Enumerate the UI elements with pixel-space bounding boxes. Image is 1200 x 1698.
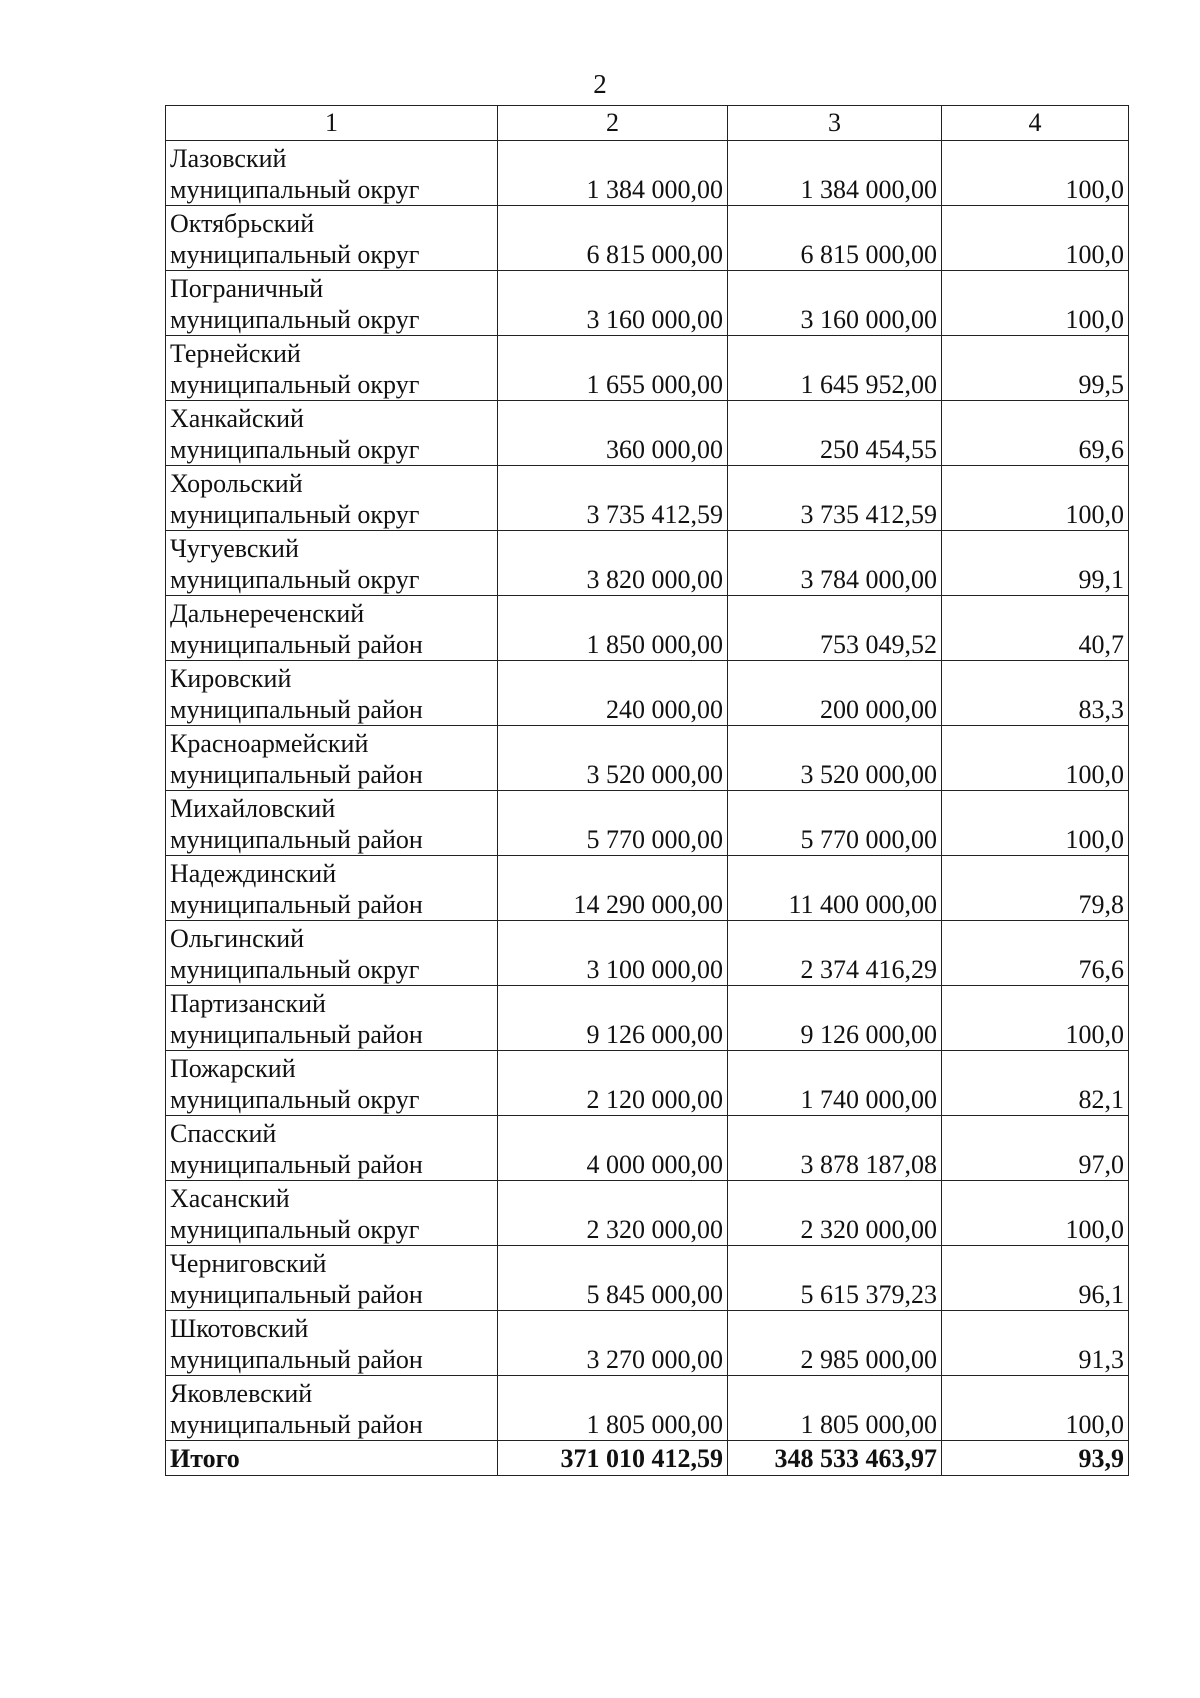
municipality-name: Пожарский xyxy=(170,1054,296,1083)
municipality-name: Шкотовский xyxy=(170,1314,309,1343)
value-col2: 6 815 000,00 xyxy=(498,206,728,271)
table-row xyxy=(166,726,1129,791)
value-col2: 3 735 412,59 xyxy=(498,466,728,531)
municipality-name: Тернейский xyxy=(170,339,301,368)
municipality-name: Лазовский xyxy=(170,144,287,173)
value-col4: 100,0 xyxy=(942,271,1129,336)
value-col3: 3 784 000,00 xyxy=(728,531,942,596)
table-row xyxy=(166,1181,1129,1246)
value-col3: 3 878 187,08 xyxy=(728,1116,942,1181)
municipality-name-cell xyxy=(166,206,498,271)
value-col4: 79,8 xyxy=(942,856,1129,921)
total-row xyxy=(166,1441,1129,1476)
municipality-name-cell xyxy=(166,141,498,206)
value-col3: 3 520 000,00 xyxy=(728,726,942,791)
municipality-name-cell xyxy=(166,271,498,336)
table-row xyxy=(166,1311,1129,1376)
table-body xyxy=(166,141,1129,1476)
value-col2: 3 270 000,00 xyxy=(498,1311,728,1376)
value-col2: 9 126 000,00 xyxy=(498,986,728,1051)
municipality-type: муниципальный округ xyxy=(170,175,420,204)
municipality-name: Чугуевский xyxy=(170,534,299,563)
value-col3: 2 985 000,00 xyxy=(728,1311,942,1376)
table-row xyxy=(166,1246,1129,1311)
municipality-name-cell xyxy=(166,466,498,531)
value-col4: 82,1 xyxy=(942,1051,1129,1116)
value-col2: 5 845 000,00 xyxy=(498,1246,728,1311)
value-col3: 1 645 952,00 xyxy=(728,336,942,401)
value-col3: 1 805 000,00 xyxy=(728,1376,942,1441)
municipality-type: муниципальный округ xyxy=(170,370,420,399)
municipality-name-cell xyxy=(166,1116,498,1181)
municipality-type: муниципальный район xyxy=(170,1345,423,1374)
municipality-name-cell xyxy=(166,791,498,856)
value-col4: 100,0 xyxy=(942,1181,1129,1246)
municipality-name-cell xyxy=(166,726,498,791)
value-col4: 69,6 xyxy=(942,401,1129,466)
table-row xyxy=(166,661,1129,726)
value-col4: 100,0 xyxy=(942,726,1129,791)
value-col2: 1 805 000,00 xyxy=(498,1376,728,1441)
value-col2: 2 120 000,00 xyxy=(498,1051,728,1116)
header-cell-4: 4 xyxy=(942,106,1129,141)
header-row xyxy=(166,106,1129,141)
municipality-name-cell xyxy=(166,1181,498,1246)
municipality-name-cell xyxy=(166,1051,498,1116)
value-col4: 100,0 xyxy=(942,141,1129,206)
municipality-type: муниципальный район xyxy=(170,1410,423,1439)
municipality-type: муниципальный округ xyxy=(170,1085,420,1114)
value-col4: 97,0 xyxy=(942,1116,1129,1181)
value-col4: 100,0 xyxy=(942,986,1129,1051)
value-col3: 3 160 000,00 xyxy=(728,271,942,336)
municipality-type: муниципальный район xyxy=(170,825,423,854)
table-row xyxy=(166,791,1129,856)
total-col3: 348 533 463,97 xyxy=(728,1441,942,1476)
value-col3: 250 454,55 xyxy=(728,401,942,466)
municipality-name-cell xyxy=(166,531,498,596)
municipality-type: муниципальный округ xyxy=(170,1215,420,1244)
value-col3: 5 770 000,00 xyxy=(728,791,942,856)
value-col2: 2 320 000,00 xyxy=(498,1181,728,1246)
municipality-type: муниципальный округ xyxy=(170,565,420,594)
table-row xyxy=(166,401,1129,466)
value-col3: 2 320 000,00 xyxy=(728,1181,942,1246)
value-col4: 96,1 xyxy=(942,1246,1129,1311)
municipality-name-cell xyxy=(166,661,498,726)
value-col3: 1 740 000,00 xyxy=(728,1051,942,1116)
value-col4: 91,3 xyxy=(942,1311,1129,1376)
table-row xyxy=(166,856,1129,921)
value-col4: 100,0 xyxy=(942,1376,1129,1441)
municipality-type: муниципальный округ xyxy=(170,305,420,334)
municipality-name: Дальнереченский xyxy=(170,599,365,628)
value-col4: 100,0 xyxy=(942,206,1129,271)
municipality-type: муниципальный район xyxy=(170,1020,423,1049)
value-col2: 3 100 000,00 xyxy=(498,921,728,986)
municipality-type: муниципальный район xyxy=(170,760,423,789)
municipality-type: муниципальный округ xyxy=(170,435,420,464)
value-col3: 9 126 000,00 xyxy=(728,986,942,1051)
municipality-name: Надеждинский xyxy=(170,859,337,888)
municipality-name-cell xyxy=(166,401,498,466)
municipality-type: муниципальный район xyxy=(170,1150,423,1179)
table-row xyxy=(166,531,1129,596)
table-row xyxy=(166,1051,1129,1116)
table-row xyxy=(166,921,1129,986)
municipality-name: Михайловский xyxy=(170,794,336,823)
value-col2: 5 770 000,00 xyxy=(498,791,728,856)
table-row xyxy=(166,271,1129,336)
total-col4: 93,9 xyxy=(942,1441,1129,1476)
header-cell-1: 1 xyxy=(166,106,498,141)
municipality-name: Черниговский xyxy=(170,1249,327,1278)
municipality-name-cell xyxy=(166,1376,498,1441)
value-col3: 200 000,00 xyxy=(728,661,942,726)
table-row xyxy=(166,206,1129,271)
value-col4: 83,3 xyxy=(942,661,1129,726)
value-col2: 240 000,00 xyxy=(498,661,728,726)
value-col3: 1 384 000,00 xyxy=(728,141,942,206)
value-col3: 11 400 000,00 xyxy=(728,856,942,921)
municipality-type: муниципальный округ xyxy=(170,240,420,269)
header-cell-2: 2 xyxy=(498,106,728,141)
municipality-name-cell xyxy=(166,596,498,661)
value-col2: 360 000,00 xyxy=(498,401,728,466)
municipality-type: муниципальный район xyxy=(170,695,423,724)
table-row xyxy=(166,1116,1129,1181)
value-col2: 1 384 000,00 xyxy=(498,141,728,206)
municipality-name: Октябрьский xyxy=(170,209,315,238)
table-row xyxy=(166,336,1129,401)
municipality-name-cell xyxy=(166,1311,498,1376)
municipality-name: Спасский xyxy=(170,1119,277,1148)
value-col4: 40,7 xyxy=(942,596,1129,661)
municipality-name: Партизанский xyxy=(170,989,326,1018)
report-table xyxy=(165,105,1129,1476)
municipality-name-cell xyxy=(166,336,498,401)
value-col2: 3 520 000,00 xyxy=(498,726,728,791)
value-col4: 100,0 xyxy=(942,466,1129,531)
municipality-name: Хасанский xyxy=(170,1184,290,1213)
table-row xyxy=(166,141,1129,206)
municipality-type: муниципальный район xyxy=(170,630,423,659)
value-col4: 99,5 xyxy=(942,336,1129,401)
value-col2: 3 160 000,00 xyxy=(498,271,728,336)
municipality-name: Ольгинский xyxy=(170,924,305,953)
value-col2: 1 850 000,00 xyxy=(498,596,728,661)
municipality-type: муниципальный район xyxy=(170,1280,423,1309)
value-col2: 3 820 000,00 xyxy=(498,531,728,596)
municipality-name: Кировский xyxy=(170,664,292,693)
page-number: 2 xyxy=(593,69,607,99)
municipality-type: муниципальный округ xyxy=(170,955,420,984)
municipality-name-cell xyxy=(166,1246,498,1311)
table-row xyxy=(166,466,1129,531)
table-row xyxy=(166,596,1129,661)
value-col2: 14 290 000,00 xyxy=(498,856,728,921)
table-row xyxy=(166,1376,1129,1441)
value-col2: 1 655 000,00 xyxy=(498,336,728,401)
municipality-name: Хорольский xyxy=(170,469,303,498)
value-col2: 4 000 000,00 xyxy=(498,1116,728,1181)
value-col4: 100,0 xyxy=(942,791,1129,856)
municipality-name: Пограничный xyxy=(170,274,324,303)
total-label: Итого xyxy=(166,1441,498,1476)
value-col3: 3 735 412,59 xyxy=(728,466,942,531)
value-col4: 99,1 xyxy=(942,531,1129,596)
municipality-name: Ханкайский xyxy=(170,404,304,433)
municipality-name-cell xyxy=(166,986,498,1051)
value-col3: 753 049,52 xyxy=(728,596,942,661)
table-row xyxy=(166,986,1129,1051)
municipality-name: Красноармейский xyxy=(170,729,369,758)
municipality-name-cell xyxy=(166,856,498,921)
header-cell-3: 3 xyxy=(728,106,942,141)
municipality-type: муниципальный район xyxy=(170,890,423,919)
value-col3: 2 374 416,29 xyxy=(728,921,942,986)
value-col3: 6 815 000,00 xyxy=(728,206,942,271)
total-col2: 371 010 412,59 xyxy=(498,1441,728,1476)
value-col3: 5 615 379,23 xyxy=(728,1246,942,1311)
municipality-name: Яковлевский xyxy=(170,1379,313,1408)
municipality-type: муниципальный округ xyxy=(170,500,420,529)
municipality-name-cell xyxy=(166,921,498,986)
value-col4: 76,6 xyxy=(942,921,1129,986)
